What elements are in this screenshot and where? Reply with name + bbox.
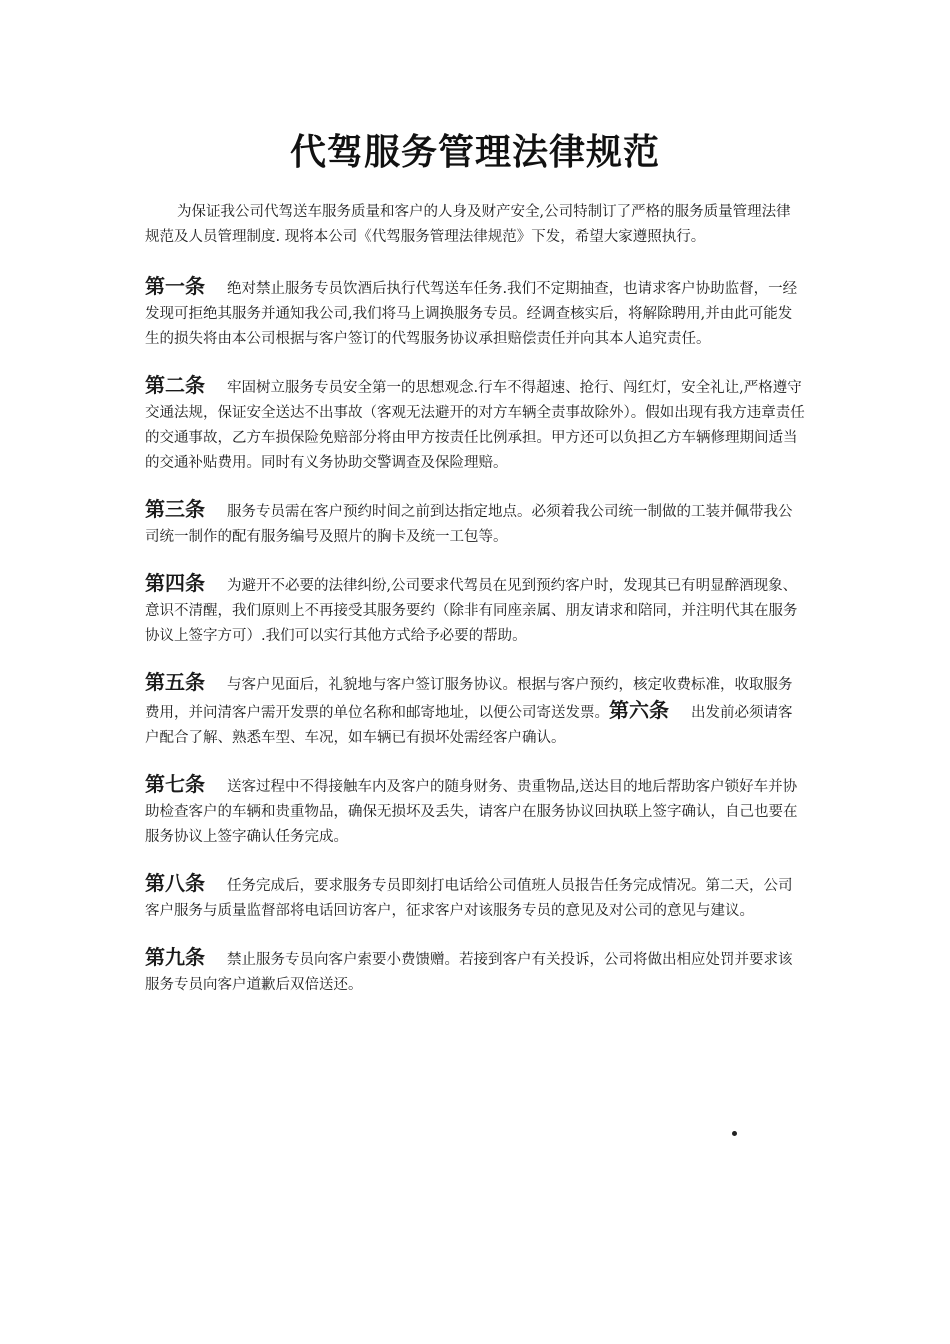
document-body (145, 200, 805, 1019)
article-9 (145, 945, 805, 998)
article-label: 第三条 (145, 497, 205, 521)
article-label: 第八条 (145, 871, 205, 895)
article-1 (145, 274, 805, 352)
article-8 (145, 871, 805, 924)
article-2 (145, 373, 805, 476)
article-text: 禁止服务专员向客户索要小费馈赠。若接到客户有关投诉，公司将做出相应处罚并要求该服务专员向客户道歉后双倍送还。 (145, 952, 793, 993)
article-7 (145, 772, 805, 850)
article-3 (145, 497, 805, 550)
article-text: 牢固树立服务专员安全第一的思想观念.行车不得超速、抢行、闯红灯，安全礼让,严格遵守交通法规，保证安全送达不出事故（客观无法避开的对方车辆全责事故除外）。假如出现有我方违章责任的交通事故，乙方车损保险免赔部分将由甲方按责任比例承担。甲方还可以负担乙方车辆修理期间适当的交通补贴费用。同时有义务协助交警调查及保险理赔。 (145, 380, 805, 471)
article-text: 与客户见面后，礼貌地与客户签订服务协议。根据与客户预约，核定收费标准，收取服务费用，并问清客户需开发票的单位名称和邮寄地址，以便公司寄送发票。 (145, 677, 793, 721)
article-label: 第六条 (609, 698, 669, 722)
article-label: 第九条 (145, 945, 205, 969)
article-text: 任务完成后，要求服务专员即刻打电话给公司值班人员报告任务完成情况。第二天，公司客户服务与质量监督部将电话回访客户，征求客户对该服务专员的意见及对公司的意见与建议。 (145, 878, 793, 919)
article-text: 出发前必须请客户配合了解、熟悉车型、车况，如车辆已有损坏处需经客户确认。 (145, 705, 793, 746)
article-label: 第四条 (145, 571, 205, 595)
article-text: 服务专员需在客户预约时间之前到达指定地点。必须着我公司统一制做的工装并佩带我公司统一制作的配有服务编号及照片的胸卡及统一工包等。 (145, 504, 793, 545)
page-title: 代驾服务管理法律规范 (289, 132, 660, 173)
article-label: 第五条 (145, 670, 205, 694)
article-label: 第二条 (145, 373, 205, 397)
article-text: 送客过程中不得接触车内及客户的随身财务、贵重物品,送达目的地后帮助客户锁好车并协助检查客户的车辆和贵重物品，确保无损坏及丢失，请客户在服务协议回执联上签字确认，自己也要在服务协议上签字确认任务完成。 (145, 779, 798, 845)
intro-paragraph: 为保证我公司代驾送车服务质量和客户的人身及财产安全,公司特制订了严格的服务质量管理法律规范及人员管理制度. 现将本公司《代驾服务管理法律规范》下发，希望大家遵照执行。 (145, 204, 791, 245)
article-label: 第一条 (145, 274, 205, 298)
article-text: 为避开不必要的法律纠纷,公司要求代驾员在见到预约客户时，发现其已有明显醉酒现象、意识不清醒，我们原则上不再接受其服务要约（除非有同座亲属、朋友请求和陪同，并注明代其在服务协议上签字方可）.我们可以实行其他方式给予必要的帮助。 (145, 578, 798, 644)
article-5-6 (145, 670, 805, 751)
article-label: 第七条 (145, 772, 205, 796)
article-4 (145, 571, 805, 649)
article-text: 绝对禁止服务专员饮酒后执行代驾送车任务.我们不定期抽查，也请求客户协助监督，一经发现可拒绝其服务并通知我公司,我们将马上调换服务专员。经调查核实后，将解除聘用,并由此可能发生的损失将由本公司根据与客户签订的代驾服务协议承担赔偿责任并向其本人追究责任。 (145, 281, 798, 347)
bullet-dot-icon (732, 1131, 737, 1136)
